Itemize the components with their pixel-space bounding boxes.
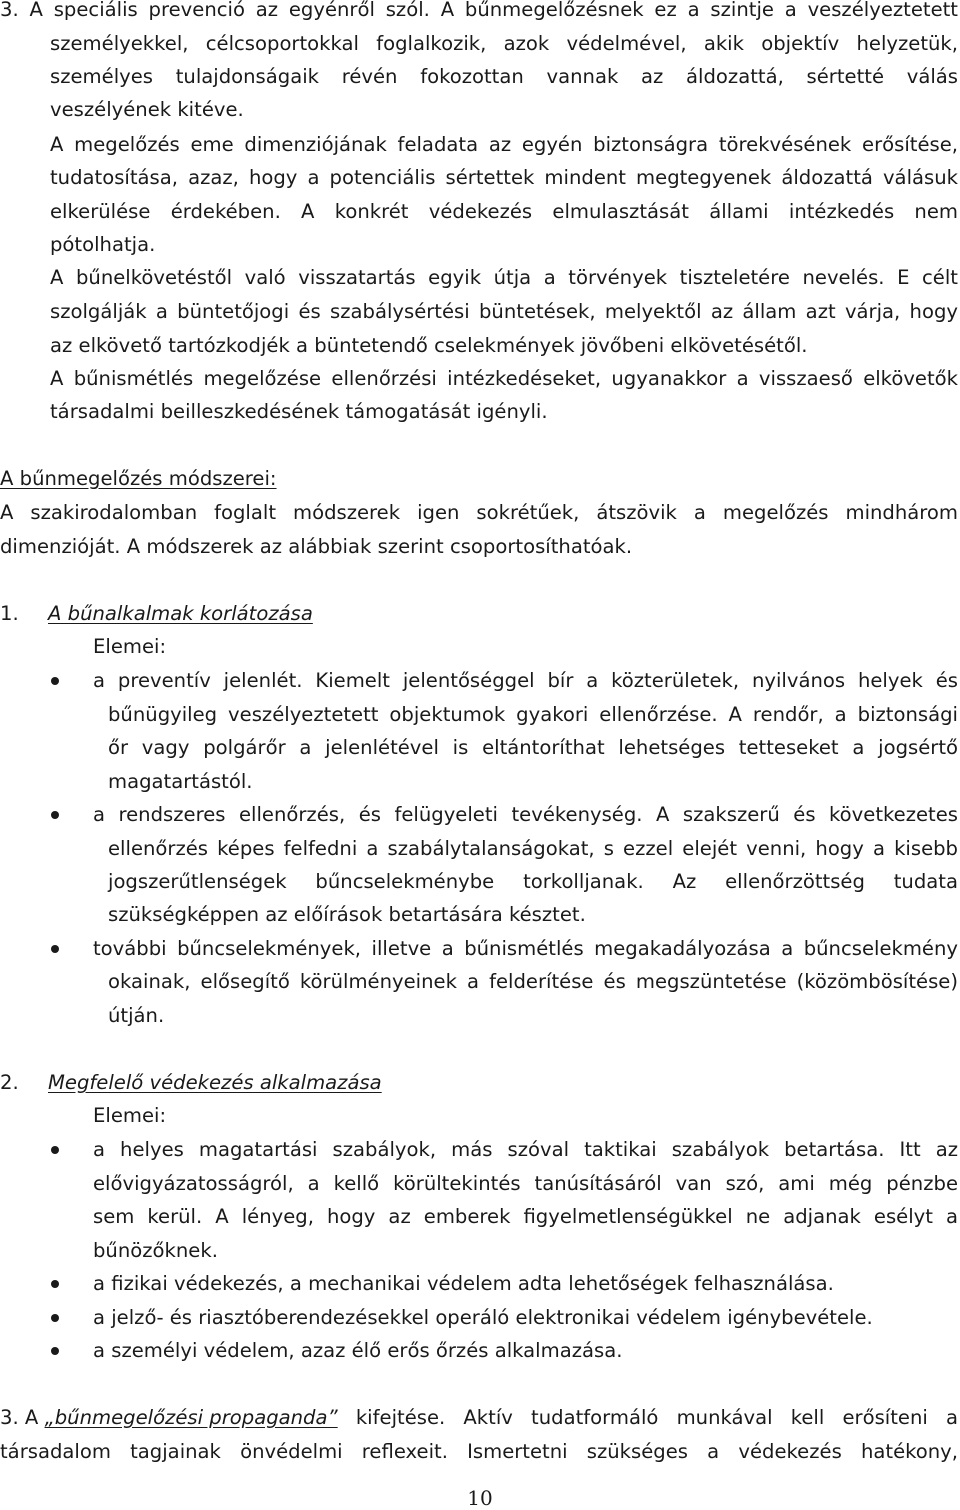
item1-bullet1-line-2: bűnügyileg veszélyeztetett objektumok gyakori ellenőrzése. A rendőr, a biztonsági	[108, 703, 958, 726]
item1-title: A bűnalkalmak korlátozása	[48, 602, 313, 625]
item2-elements-label: Elemei:	[93, 1104, 167, 1127]
item2-title: Megfelelő védekezés alkalmazása	[48, 1071, 382, 1094]
methods-intro-line-2: dimenzióját. A módszerek az alábbiak szerint csoportosíthatóak.	[0, 535, 633, 558]
section3-line-7: elkerülése érdekében. A konkrét védekezés elmulasztását állami intézkedés nem	[50, 200, 958, 223]
section3-line-2: személyekkel, célcsoportokkal foglalkozik, azok védelmével, akik objektív helyzetük,	[50, 32, 958, 55]
item1-elements-label: Elemei:	[93, 635, 167, 658]
section3-line-13: társadalmi beilleszkedésének támogatását igényli.	[50, 400, 548, 423]
item1-bullet1-line-1: a preventív jelenlét. Kiemelt jelentőséggel bír a közterületek, nyilvános helyek és	[93, 669, 958, 692]
section3-line-1: 3. A speciális prevenció az egyénről szól. A bűnmegelőzésnek ez a szintje a veszélyeztetett	[0, 0, 958, 21]
item3-prefix: 3. A	[0, 1406, 45, 1429]
item1-bullet1-line-4: magatartástól.	[108, 770, 253, 793]
bullet-icon	[51, 811, 59, 819]
item1-bullet3-line-3: útján.	[108, 1004, 165, 1027]
section3-line-4: veszélyének kitéve.	[50, 98, 244, 121]
section3-line-5: A megelőzés eme dimenziójának feladata az egyén biztonságra törekvésének erősítése,	[50, 133, 958, 156]
item1-bullet2-line-4: szükségképpen az előírások betartására késztet.	[108, 903, 586, 926]
item3-title: „bűnmegelőzési propaganda”	[44, 1406, 338, 1429]
section3-line-12: A bűnismétlés megelőzése ellenőrzési intézkedéseket, ugyanakkor a visszaeső elkövetők	[50, 367, 958, 390]
item1-bullet2-line-1: a rendszeres ellenőrzés, és felügyeleti tevékenység. A szakszerű és következetes	[93, 803, 958, 826]
item1-bullet2-line-3: jogszerűtlenségek bűncselekménybe torkolljanak. Az ellenőrzöttség tudata	[108, 870, 958, 893]
methods-intro-line-1: A szakirodalomban foglalt módszerek igen sokrétűek, átszövik a megelőzés mindhárom	[0, 501, 958, 524]
section3-line-9: A bűnelkövetéstől való visszatartás egyik útja a törvények tiszteletére nevelés. E célt	[50, 266, 958, 289]
item3-rest: kifejtése. Aktív tudatformáló munkával kell erősíteni a	[337, 1406, 958, 1429]
item1-number: 1.	[0, 602, 19, 625]
item2-bullet1-line-1: a helyes magatartási szabályok, más szóval taktikai szabályok betartása. Itt az	[93, 1138, 958, 1161]
section3-line-11: az elkövető tartózkodjék a büntetendő cselekmények jövőbeni elkövetésétől.	[50, 334, 808, 357]
item2-bullet1-line-2: elővigyázatosságról, a kellő körültekintés tanúsításáról van szó, ami még pénzbe	[93, 1172, 958, 1195]
section3-line-8: pótolhatja.	[50, 233, 156, 256]
item2-bullet4-line-1: a személyi védelem, azaz élő erős őrzés alkalmazása.	[93, 1339, 623, 1362]
section3-line-6: tudatosítása, azaz, hogy a potenciális sértettek mindent megtegyenek áldozattá válásuk	[50, 166, 958, 189]
item2-bullet1-line-4: bűnözőknek.	[93, 1239, 218, 1262]
section3-line-10: szolgálják a büntetőjogi és szabálysértési büntetések, melyektől az állam azt várja, hogy	[50, 300, 958, 323]
page-number: 10	[467, 1486, 493, 1510]
methods-heading: A bűnmegelőzés módszerei:	[0, 467, 277, 490]
bullet-icon	[51, 1280, 59, 1288]
item1-bullet3-line-1: további bűncselekmények, illetve a bűnismétlés megakadályozása a bűncselekmény	[93, 937, 958, 960]
bullet-icon	[51, 945, 59, 953]
item1-bullet1-line-3: őr vagy polgárőr a jelenlétével is eltántoríthat lehetséges tetteseket a jogsértő	[108, 736, 958, 759]
bullet-icon	[51, 1146, 59, 1154]
item3-line-2: társadalom tagjainak önvédelmi reflexeit. Ismertetni szükséges a védekezés hatékony,	[0, 1440, 958, 1463]
item3-line-1	[0, 1406, 958, 1430]
item2-bullet3-line-1: a jelző- és riasztóberendezésekkel operáló elektronikai védelem igénybevétele.	[93, 1306, 873, 1329]
bullet-icon	[51, 1314, 59, 1322]
item1-bullet2-line-2: ellenőrzés képes felfedni a szabálytalanságokat, s ezzel elejét venni, hogy a kisebb	[108, 837, 958, 860]
bullet-icon	[51, 677, 59, 685]
item2-number: 2.	[0, 1071, 19, 1094]
item1-bullet3-line-2: okainak, elősegítő körülményeinek a felderítése és megszüntetése (közömbösítése)	[108, 970, 958, 993]
bullet-icon	[51, 1347, 59, 1355]
section3-line-3: személyes tulajdonságaik révén fokozottan vannak az áldozattá, sértetté válás	[50, 65, 958, 88]
item2-bullet2-line-1: a fizikai védekezés, a mechanikai védelem adta lehetőségek felhasználása.	[93, 1272, 834, 1295]
item2-bullet1-line-3: sem kerül. A lényeg, hogy az emberek figyelmetlenségükkel ne adjanak esélyt a	[93, 1205, 958, 1228]
